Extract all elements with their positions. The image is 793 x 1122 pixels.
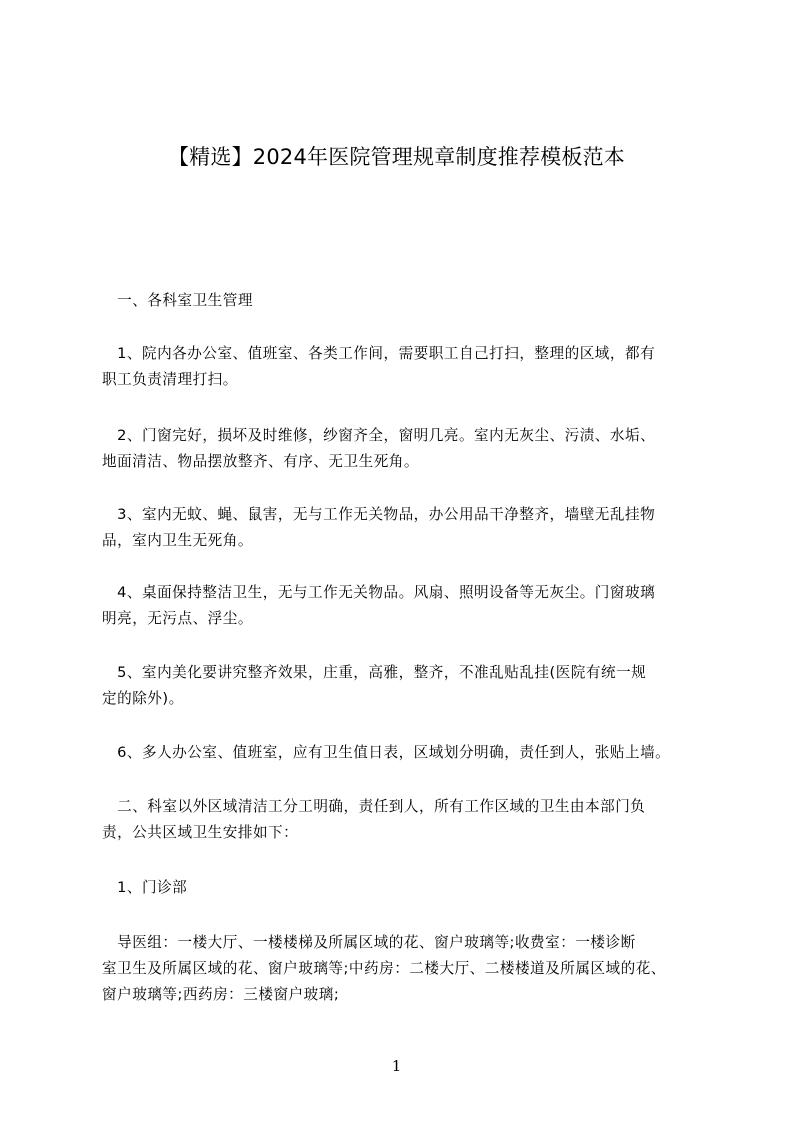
paragraph-line: 窗户玻璃等;西药房：三楼窗户玻璃;	[102, 986, 340, 1003]
paragraph-line: 室卫生及所属区域的花、窗户玻璃等;中药房：二楼大厅、二楼楼道及所属区域的花、	[102, 960, 666, 977]
document-title: 【精选】2024年医院管理规章制度推荐模板范本	[167, 145, 626, 169]
paragraph-line: 2、门窗完好，损坏及时维修，纱窗齐全，窗明几亮。室内无灰尘、污渍、水垢、	[102, 427, 656, 444]
paragraph-line: 责，公共区域卫生安排如下：	[102, 824, 299, 841]
paragraph-line: 4、桌面保持整洁卫生，无与工作无关物品。风扇、照明设备等无灰尘。门窗玻璃	[102, 584, 656, 601]
paragraph-line: 5、室内美化要讲究整齐效果，庄重，高雅，整齐，不准乱贴乱挂(医院有统一规	[102, 664, 647, 681]
paragraph-line: 导医组：一楼大厅、一楼楼梯及所属区域的花、窗户玻璃等;收费室：一楼诊断	[102, 934, 636, 951]
paragraph-line: 1、门诊部	[102, 879, 188, 896]
paragraph	[102, 423, 714, 475]
paragraph-line: 职工负责清理打扫。	[102, 371, 238, 388]
paragraph-line: 一、各科室卫生管理	[102, 292, 253, 309]
paragraph-line: 定的除外)。	[102, 690, 184, 707]
paragraph	[102, 580, 714, 632]
page-number: 1	[391, 1057, 402, 1075]
section-heading	[102, 288, 714, 314]
paragraph-line: 地面清洁、物品摆放整齐、有序、无卫生死角。	[102, 453, 419, 470]
paragraph	[102, 930, 714, 1008]
paragraph-line: 品，室内卫生无死角。	[102, 532, 253, 549]
subsection-heading	[102, 875, 714, 901]
paragraph	[102, 794, 714, 846]
paragraph	[102, 502, 714, 554]
paragraph-line: 1、院内各办公室、值班室、各类工作间，需要职工自己打扫，整理的区域，都有	[102, 345, 656, 362]
paragraph	[102, 341, 714, 393]
paragraph	[102, 740, 714, 766]
paragraph-line: 二、科室以外区域清洁工分工明确，责任到人，所有工作区域的卫生由本部门负	[102, 798, 646, 815]
paragraph-line: 6、多人办公室、值班室，应有卫生值日表，区域划分明确，责任到人，张贴上墙。	[102, 744, 671, 761]
paragraph-line: 3、室内无蚊、蝇、鼠害，无与工作无关物品，办公用品干净整齐，墙壁无乱挂物	[102, 506, 656, 523]
paragraph-line: 明亮，无污点、浮尘。	[102, 610, 253, 627]
paragraph	[102, 660, 714, 712]
